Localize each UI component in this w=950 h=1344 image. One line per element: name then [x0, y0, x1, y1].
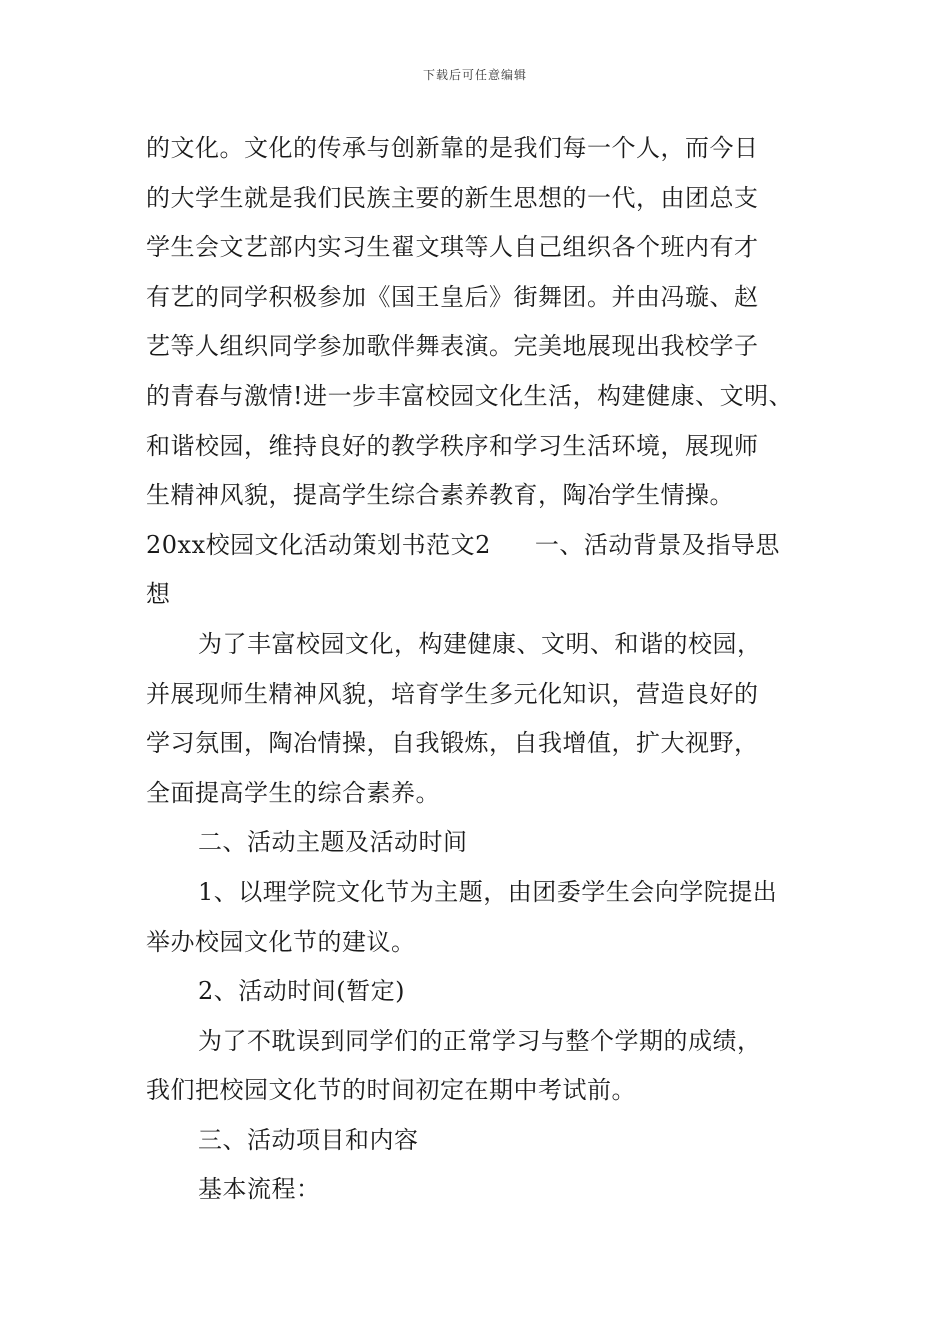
paragraph-line: 学习氛围，陶冶情操，自我锻炼，自我增值，扩大视野，	[146, 729, 759, 758]
text-line: 生精神风貌，提高学生综合素养教育，陶冶学生情操。	[146, 481, 734, 510]
text-line: 和谐校园，维持良好的教学秩序和学习生活环境，展现师	[146, 431, 759, 460]
text-line: 想	[146, 580, 171, 609]
paragraph-line: 为了丰富校园文化，构建健康、文明、和谐的校园，	[198, 629, 762, 658]
text-line: 的青春与激情!进一步丰富校园文化生活，构建健康、文明、	[146, 381, 794, 410]
flow-heading: 基本流程：	[198, 1175, 321, 1204]
document-title-line	[146, 521, 812, 571]
text-line: 有艺的同学积极参加《国王皇后》街舞团。并由冯璇、赵	[146, 282, 759, 311]
section-heading-2: 二、活动主题及活动时间	[198, 828, 468, 857]
text-line: 学生会文艺部内实习生翟文琪等人自己组织各个班内有才	[146, 233, 759, 262]
paragraph-line: 全面提高学生的综合素养。	[146, 778, 440, 807]
paragraph-line: 并展现师生精神风貌，培育学生多元化知识，营造良好的	[146, 679, 759, 708]
text-line: 的大学生就是我们民族主要的新生思想的一代，由团总支	[146, 183, 759, 212]
document-body	[146, 124, 812, 1215]
list-item-1: 1、以理学院文化节为主题，由团委学生会向学院提出	[198, 877, 778, 906]
text-line: 的文化。文化的传承与创新靠的是我们每一个人，而今日	[146, 134, 759, 162]
section-heading-3: 三、活动项目和内容	[198, 1125, 419, 1154]
paragraph-line: 为了不耽误到同学们的正常学习与整个学期的成绩，	[198, 1026, 762, 1055]
paragraph-line: 我们把校园文化节的时间初定在期中考试前。	[146, 1076, 636, 1105]
list-item-1-continued: 举办校园文化节的建议。	[146, 927, 416, 956]
list-item-2: 2、活动时间(暂定)	[198, 977, 405, 1006]
text-line: 艺等人组织同学参加歌伴舞表演。完美地展现出我校学子	[146, 332, 759, 361]
page-header-note: 下载后可任意编辑	[422, 68, 527, 82]
document-title: 20xx校园文化活动策划书范文2	[146, 530, 491, 559]
section-heading-1: 一、活动背景及指导思	[534, 530, 780, 559]
